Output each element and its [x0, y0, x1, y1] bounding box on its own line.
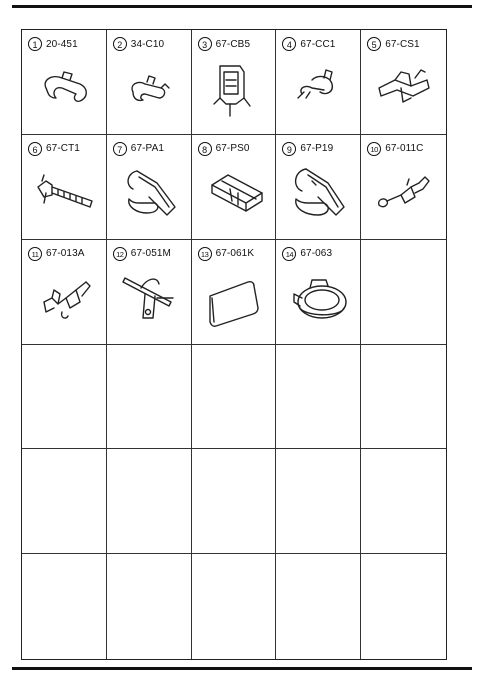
- part-cell: [107, 135, 192, 240]
- empty-cell: [192, 345, 277, 450]
- part-index-circle: 13: [198, 247, 212, 261]
- part-index-circle: 4: [282, 37, 296, 51]
- part-label: [367, 142, 423, 156]
- part-code: 67-CS1: [385, 38, 420, 50]
- part-code: 67-CT1: [46, 143, 80, 155]
- part-label: [113, 142, 164, 156]
- part-label: [198, 142, 250, 156]
- clip-small-c-icon: [117, 58, 181, 120]
- part-label: [282, 247, 332, 261]
- part-cell: [276, 30, 361, 135]
- part-cell: [107, 240, 192, 345]
- empty-cell: [107, 554, 192, 659]
- part-code: 67-CC1: [300, 38, 336, 50]
- part-code: 67-P19: [300, 143, 334, 155]
- empty-cell: [361, 240, 446, 345]
- part-label: [198, 247, 255, 261]
- part-code: 67-063: [300, 248, 333, 260]
- part-cell: [192, 30, 277, 135]
- empty-cell: [276, 554, 361, 659]
- part-index-circle: 5: [367, 37, 381, 51]
- part-label: [28, 37, 78, 51]
- empty-cell: [107, 345, 192, 450]
- part-label: [28, 247, 85, 261]
- clip-c-shape-icon: [32, 58, 96, 120]
- part-index-circle: 8: [198, 142, 212, 156]
- part-cell: [22, 240, 107, 345]
- empty-cell: [22, 345, 107, 450]
- part-index-circle: 6: [28, 142, 42, 156]
- part-cell: [192, 135, 277, 240]
- part-cell: [276, 135, 361, 240]
- clip-pipe-large-icon: [286, 163, 350, 225]
- clip-pipe-icon: [117, 163, 181, 225]
- part-index-circle: 9: [282, 142, 296, 156]
- empty-cell: [192, 449, 277, 554]
- clip-saddle-icon: [371, 58, 435, 120]
- part-index-circle: 7: [113, 142, 127, 156]
- part-cell: [22, 135, 107, 240]
- part-cell: [361, 30, 446, 135]
- empty-cell: [276, 449, 361, 554]
- clip-channel-icon: [202, 163, 266, 225]
- part-label: [198, 37, 251, 51]
- pad-rectangle-icon: [202, 268, 266, 330]
- part-code: 34-C10: [130, 38, 165, 50]
- parts-grid: [21, 29, 447, 660]
- part-label: [282, 142, 333, 156]
- part-index-circle: 2: [113, 37, 127, 51]
- part-label: [282, 37, 335, 51]
- part-code: 67-051M: [130, 248, 171, 260]
- part-label: [367, 37, 420, 51]
- clip-ring-icon: [286, 268, 350, 330]
- part-cell: [22, 30, 107, 135]
- empty-cell: [276, 345, 361, 450]
- part-code: 20-451: [46, 38, 78, 50]
- part-label: [113, 37, 164, 51]
- empty-cell: [22, 554, 107, 659]
- part-code: 67-PA1: [130, 143, 165, 155]
- clip-harness-icon: [371, 163, 435, 225]
- empty-cell: [361, 449, 446, 554]
- clip-bracket-icon: [202, 58, 266, 120]
- empty-cell: [192, 554, 277, 659]
- empty-cell: [22, 449, 107, 554]
- empty-cell: [361, 345, 446, 450]
- part-index-circle: 14: [282, 247, 296, 261]
- empty-cell: [107, 449, 192, 554]
- part-cell: [192, 240, 277, 345]
- part-code: 67-PS0: [215, 143, 250, 155]
- part-code: 67-013A: [46, 248, 85, 260]
- part-index-circle: 3: [198, 37, 212, 51]
- part-cell: [107, 30, 192, 135]
- part-label: [113, 247, 171, 261]
- clip-strap-plate-icon: [117, 268, 181, 330]
- part-index-circle: 1: [28, 37, 42, 51]
- part-cell: [361, 135, 446, 240]
- top-rule: [12, 5, 472, 8]
- clip-cable-icon: [286, 58, 350, 120]
- part-index-circle: 11: [28, 247, 42, 261]
- part-code: 67-CB5: [215, 38, 251, 50]
- cable-tie-icon: [32, 163, 96, 225]
- bottom-rule: [12, 667, 472, 670]
- part-code: 67-011C: [385, 143, 424, 155]
- part-label: [28, 142, 80, 156]
- empty-cell: [361, 554, 446, 659]
- part-cell: [276, 240, 361, 345]
- part-index-circle: 10: [367, 142, 381, 156]
- clip-bracket-harness-icon: [32, 268, 96, 330]
- part-index-circle: 12: [113, 247, 127, 261]
- part-code: 67-061K: [215, 248, 255, 260]
